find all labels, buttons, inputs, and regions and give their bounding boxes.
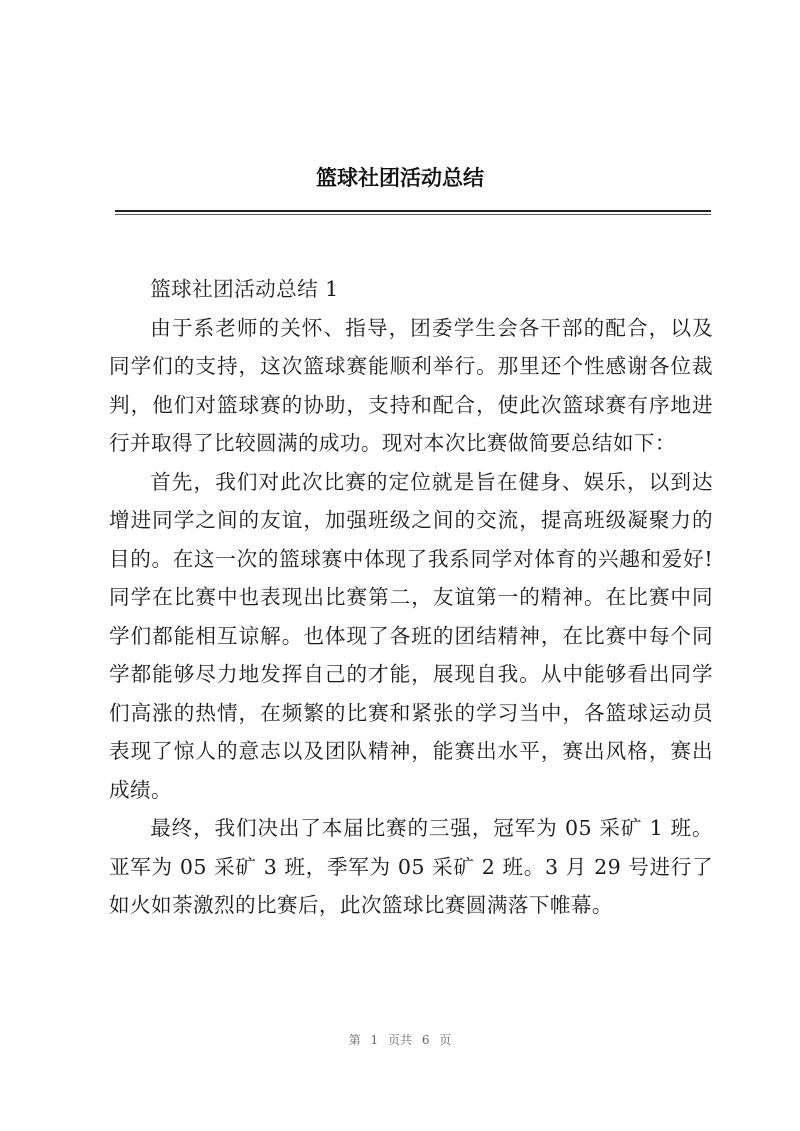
title-divider-thin — [115, 214, 711, 215]
title-divider — [115, 210, 711, 212]
document-title: 篮球社团活动总结 — [316, 166, 484, 190]
document-body — [109, 270, 713, 925]
section-heading: 篮球社团活动总结 1 — [150, 277, 339, 301]
paragraph-results: 最终，我们决出了本届比赛的三强，冠军为 05 采矿 1 班。亚军为 05 采矿 3 班，季军为 05 采矿 2 班。3 月 29 号进行了如火如荼激烈的比赛后，此次篮球比赛圆满落下帷幕。 — [109, 816, 713, 917]
page-footer: 第 1 页共 6 页 — [348, 1033, 452, 1047]
paragraph-purpose: 首先，我们对此次比赛的定位就是旨在健身、娱乐，以到达增进同学之间的友谊，加强班级之间的交流，提高班级凝聚力的目的。在这一次的篮球赛中体现了我系同学对体育的兴趣和爱好!同学在比赛中也表现出比赛第二，友谊第一的精神。在比赛中同学们都能相互谅解。也体现了各班的团结精神，在比赛中每个同学都能够尽力地发挥自己的才能，展现自我。从中能够看出同学们高涨的热情，在频繁的比赛和紧张的学习当中，各篮球运动员表现了惊人的意志以及团队精神，能赛出水平，赛出风格，赛出成绩。 — [109, 469, 713, 802]
paragraph-intro: 由于系老师的关怀、指导，团委学生会各干部的配合，以及同学们的支持，这次篮球赛能顺利举行。那里还个性感谢各位裁判，他们对篮球赛的协助，支持和配合，使此次篮球赛有序地进行并取得了比较圆满的成功。现对本次比赛做简要总结如下： — [109, 315, 713, 455]
